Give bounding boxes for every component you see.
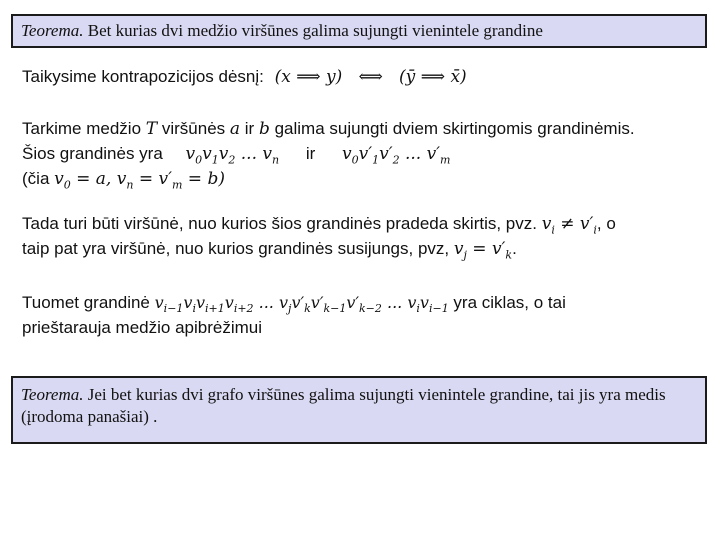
chain-2: $v_0v'_1v'_2$ ... $v'_m$ — [342, 144, 451, 167]
para2-text: , o — [596, 214, 616, 233]
theorem-lead: Teorema. — [21, 21, 84, 40]
para1-text: ir — [244, 119, 255, 138]
para2-text: Tada turi būti viršūnė, nuo kurios šios grandinės pradeda skirtis, pvz. — [22, 214, 537, 233]
para3-line2 — [22, 317, 262, 339]
contrapositive-formula: (x ⟹ y) ⟺ (ȳ ⟹ x̄) — [274, 67, 467, 87]
para3-text: yra ciklas, o tai — [453, 293, 566, 312]
chain-1: $v_0v_1v_2$ ... $v_n$ — [185, 144, 280, 167]
theorem-lead: Teorema. — [21, 385, 84, 404]
para1-line1 — [22, 118, 635, 140]
para3-text: prieštarauja medžio apibrėžimui — [22, 318, 263, 337]
divergence-expr: $v_i \ne v'_i$ — [541, 214, 597, 237]
para3-text: Tuomet grandinė — [22, 293, 150, 312]
symbol-a: a — [229, 119, 241, 139]
theorem-text: Bet kurias dvi medžio viršūnes galima sujungti vienintele grandine — [83, 21, 543, 40]
para2-line1 — [22, 213, 616, 235]
cycle-expr: $v_{i-1}v_iv_{i+1}v_{i+2}$ ... $v_jv'_kv'_{k-1}v'_{k-2}$ ... $v_iv_{i-1}$ — [154, 293, 449, 316]
theorem-box-top — [11, 14, 707, 48]
para1-line3 — [22, 168, 225, 190]
contrapositive-label: Taikysime kontrapozicijos dėsnį: — [22, 67, 264, 86]
para2-line2 — [22, 238, 517, 260]
para1-line2 — [22, 143, 450, 165]
para1-text: viršūnės — [161, 119, 226, 138]
para1-text: Šios grandinės yra — [22, 144, 163, 163]
para2-text: . — [512, 239, 517, 258]
theorem-text: Jei bet kurias dvi grafo viršūnes galima sujungti vienintele grandine, tai jis yra medis (įrodoma panašiai) . — [21, 385, 666, 426]
para1-text: galima sujungti dviem skirtingomis grandinėmis. — [274, 119, 635, 138]
para1-text: Tarkime medžio — [22, 119, 142, 138]
endpoint-equation: $v_0 = a$, $v_n = v'_m = b$) — [54, 169, 225, 192]
para1-text: (čia — [22, 169, 50, 188]
theorem-box-bottom — [11, 376, 707, 444]
symbol-b: b — [258, 119, 270, 139]
para3-line1 — [22, 292, 566, 314]
symbol-T: T — [145, 119, 158, 139]
contrapositive-line — [22, 66, 467, 88]
para2-text: taip pat yra viršūnė, nuo kurios grandinės susijungs, pvz, — [22, 239, 450, 258]
convergence-expr: $v_j = v'_k$ — [453, 239, 513, 262]
para1-text: ir — [305, 144, 316, 163]
